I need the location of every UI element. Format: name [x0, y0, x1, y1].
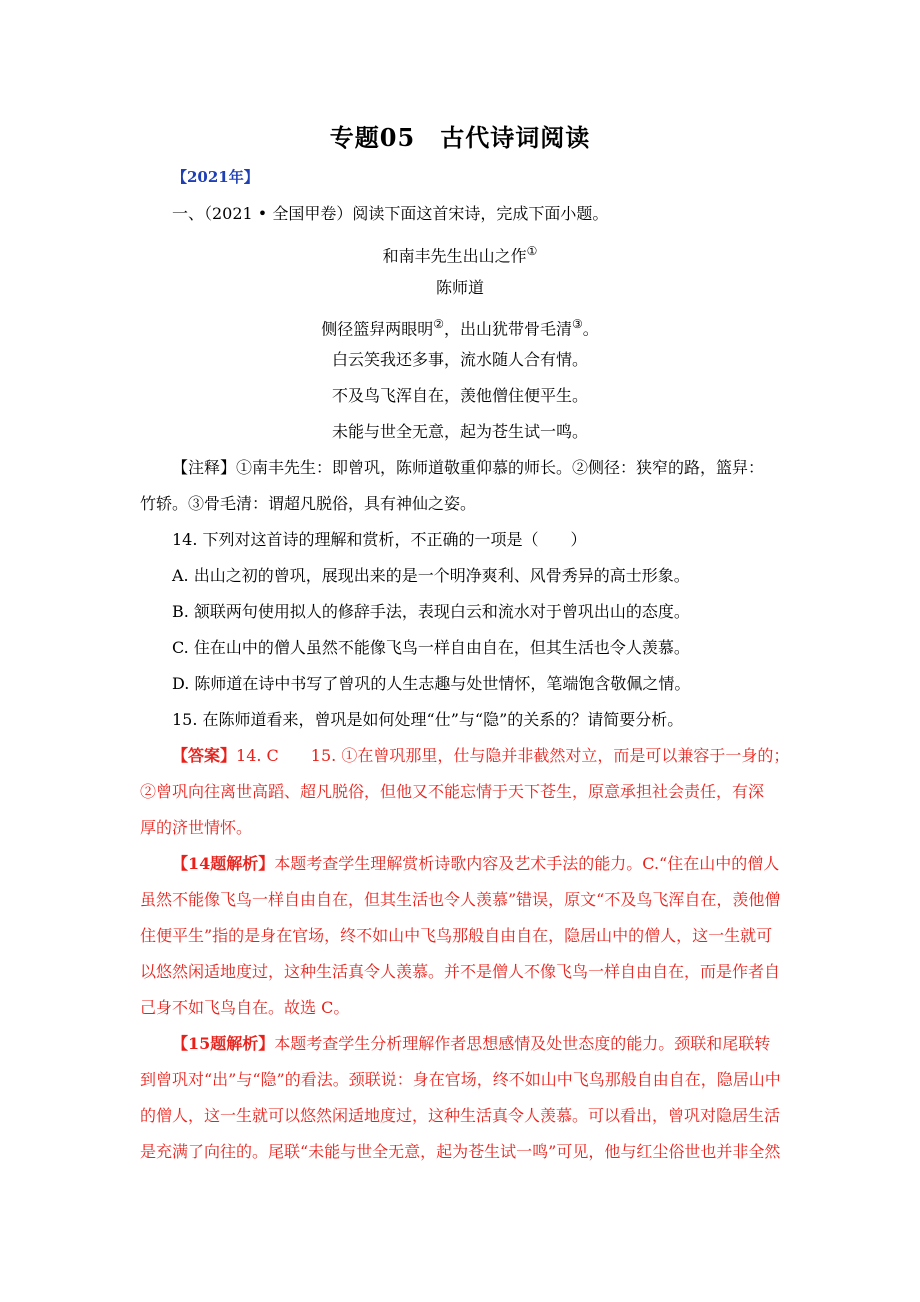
poem-title — [0, 240, 920, 267]
poem-title-note-mark: ① — [526, 244, 538, 258]
analysis-15-line-3: 的僧人，这一生就可以悠然闲适地度过，这种生活真令人羡慕。可以看出，曾巩对隐居生活 — [140, 1106, 781, 1125]
answer-label: 【答案】 — [172, 746, 237, 765]
analysis-15-line-1 — [172, 1033, 770, 1055]
analysis-14-line-4: 以悠然闲适地度过，这种生活真令人羡慕。并不是僧人不像飞鸟一样自由自在，而是作者自 — [140, 962, 781, 981]
analysis-15-text-1: 本题考查学生分析理解作者思想感情及处世态度的能力。颈联和尾联转 — [274, 1034, 771, 1053]
year-tag: 【2021年】 — [172, 168, 259, 186]
analysis-15-line-2: 到曾巩对“出”与“隐”的看法。颈联说：身在官场，终不如山中飞鸟那般自由自在，隐居山中 — [140, 1070, 781, 1089]
notes-line-2: 竹轿。③骨毛清：谓超凡脱俗，具有神仙之姿。 — [140, 494, 477, 513]
poem-line-1-part-c: 。 — [582, 319, 599, 339]
analysis-15-label: 【15题解析】 — [172, 1034, 275, 1053]
analysis-14-text-1: 本题考查学生理解赏析诗歌内容及艺术手法的能力。C.“住在山中的僧人 — [274, 854, 780, 873]
page-title: 专题05 古代诗词阅读 — [329, 123, 591, 152]
question-14-stem: 14. 下列对这首诗的理解和赏析，不正确的一项是（ ） — [172, 530, 587, 549]
question-intro: 一、（2021 • 全国甲卷）阅读下面这首宋诗，完成下面小题。 — [172, 204, 609, 223]
poem-line-4: 未能与世全无意，起为苍生试一鸣。 — [331, 422, 588, 441]
poem-author: 陈师道 — [435, 278, 484, 297]
notes-line-1: 【注释】①南丰先生：即曾巩，陈师道敬重仰慕的师长。②侧径：狭窄的路，篮舁： — [172, 458, 765, 477]
answer-text-1: 14. C 15. ①在曾巩那里，仕与隐并非截然对立，而是可以兼容于一身的； — [236, 746, 790, 765]
answer-line-2: ②曾巩向往离世高蹈、超凡脱俗，但他又不能忘情于天下苍生，原意承担社会责任，有深 — [140, 782, 765, 801]
question-14-option-c: C. 住在山中的僧人虽然不能像飞鸟一样自由自在，但其生活也令人羡慕。 — [172, 638, 690, 657]
answer-line-1 — [172, 745, 789, 767]
poem-line-1-part-a: 侧径篮舁两眼明 — [321, 319, 434, 339]
analysis-14-line-5: 己身不如飞鸟自在。故选 C。 — [140, 998, 350, 1017]
poem-line-3: 不及鸟飞浑自在，羡他僧住便平生。 — [331, 386, 588, 405]
poem-line-1-part-b: ，出山犹带骨毛清 — [443, 319, 572, 339]
analysis-14-line-2: 虽然不能像飞鸟一样自由自在，但其生活也令人羡慕”错误，原文“不及鸟飞浑自在，羡他僧 — [140, 890, 781, 909]
analysis-14-line-1 — [172, 853, 779, 875]
poem-line-1-note-mark-a: ② — [433, 317, 444, 331]
question-14-option-d: D. 陈师道在诗中书写了曾巩的人生志趣与处世情怀，笔端饱含敬佩之情。 — [172, 674, 691, 693]
poem-line-1 — [0, 313, 920, 340]
analysis-14-line-3: 住便平生”指的是身在官场，终不如山中飞鸟那般自由自在，隐居山中的僧人，这一生就可 — [140, 926, 773, 945]
analysis-14-label: 【14题解析】 — [172, 854, 275, 873]
analysis-15-line-4: 是充满了向往的。尾联“未能与世全无意，起为苍生试一鸣”可见，他与红尘俗世也并非全然 — [140, 1142, 781, 1161]
question-15-stem: 15. 在陈师道看来，曾巩是如何处理“仕”与“隐”的关系的？请简要分析。 — [172, 710, 684, 729]
poem-line-2: 白云笑我还多事，流水随人合有情。 — [331, 350, 588, 369]
answer-line-3: 厚的济世情怀。 — [140, 818, 253, 837]
question-14-option-b: B. 颔联两句使用拟人的修辞手法，表现白云和流水对于曾巩出山的态度。 — [172, 602, 690, 621]
poem-title-text: 和南丰先生出山之作 — [382, 246, 527, 266]
question-14-option-a: A. 出山之初的曾巩，展现出来的是一个明净爽利、风骨秀异的高士形象。 — [172, 566, 690, 585]
poem-line-1-note-mark-b: ③ — [572, 317, 583, 331]
